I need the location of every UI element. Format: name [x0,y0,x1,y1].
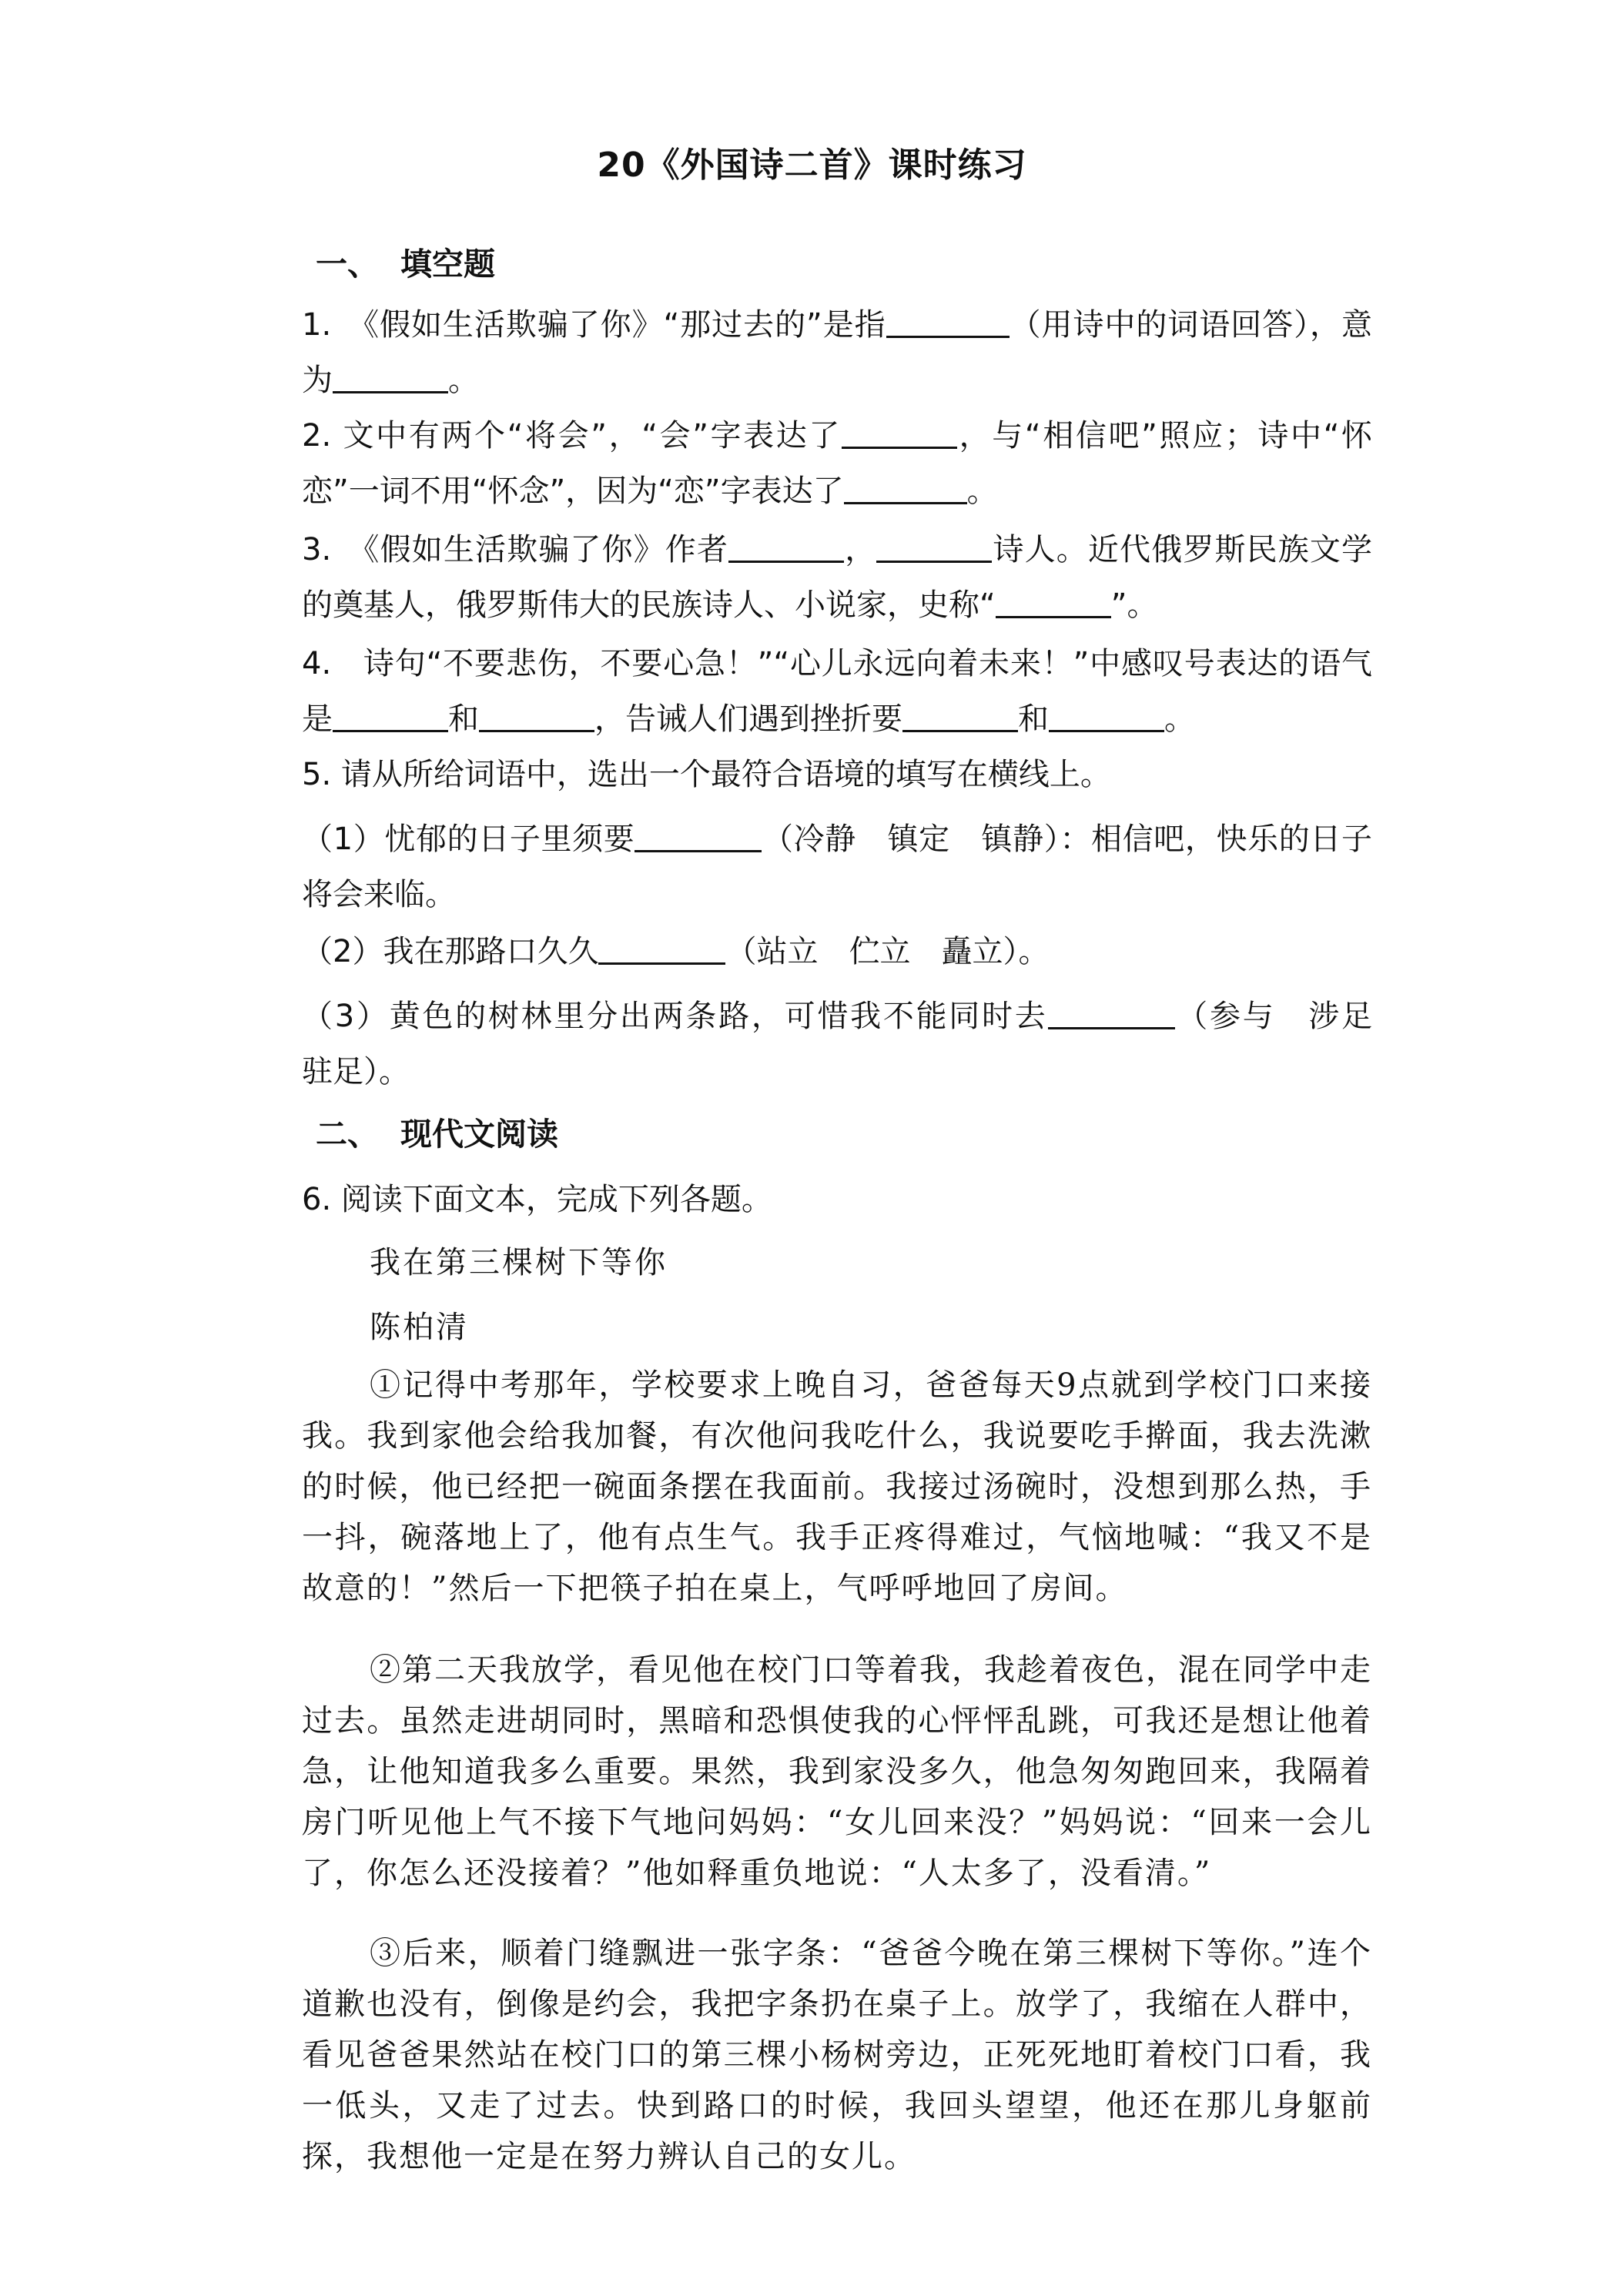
question-2 [302,408,1372,519]
answer-blank[interactable] [844,471,967,504]
q1-text-c: 。 [448,363,479,398]
section-label: 填空题 [400,246,495,283]
q3-text-a: 3. 《假如生活欺骗了你》作者 [302,532,729,567]
section-label: 现代文阅读 [400,1116,558,1153]
q4-text-c: ，告诫人们遇到挫折要 [594,701,902,737]
q5-3-text-b: （参与 涉足 驻足）。 [302,999,1404,1089]
q3-text-d: ”。 [1110,587,1158,623]
q1-text-b: （用诗中的词语回答），意为 [302,307,1373,398]
q3-text-c: 诗人。近代俄罗斯民族文学的奠基人，俄罗斯伟大的民族诗人、小说家，史称“ [302,532,1372,623]
question-5-3 [302,989,1404,1099]
answer-blank[interactable] [635,819,762,852]
section-heading-reading [316,1109,558,1154]
question-5 [302,747,1372,802]
answer-blank[interactable] [1048,996,1175,1029]
answer-blank[interactable] [1049,699,1164,732]
answer-blank[interactable] [876,530,992,563]
answer-blank[interactable] [479,699,594,732]
q5-3-text-a: （3）黄色的树林里分出两条路，可惜我不能同时去 [302,999,1048,1034]
answer-blank[interactable] [996,585,1111,618]
q5-2-text-a: （2）我在那路口久久 [302,934,599,969]
section-number: 二、 [316,1116,379,1153]
answer-blank[interactable] [728,530,844,563]
page-title: 20《外国诗二首》课时练习 [597,146,1027,185]
answer-blank[interactable] [598,932,725,965]
question-5-1 [302,812,1372,922]
passage-author: 陈柏清 [370,1310,469,1345]
answer-blank[interactable] [902,699,1018,732]
question-4 [302,636,1372,747]
q4-text-e: 。 [1164,701,1195,737]
question-5-2 [302,924,1372,979]
answer-blank[interactable] [886,305,1010,338]
q4-text-b: 和 [448,701,479,737]
q3-text-b: ， [844,532,877,567]
question-6 [302,1172,1372,1227]
q5-1-text-b: （冷静 镇定 镇静）：相信吧，快乐的日子将会来临。 [302,822,1373,912]
q6-text: 6. 阅读下面文本，完成下列各题。 [302,1182,772,1217]
question-3 [302,522,1372,633]
q4-text-d: 和 [1018,701,1049,737]
q2-text-c: 。 [966,474,998,509]
q2-text-a: 2. 文中有两个“将会”，“会”字表达了 [302,418,842,454]
question-1 [302,297,1372,408]
passage-paragraph-3: ③后来，顺着门缝飘进一张字条：“爸爸今晚在第三棵树下等你。”连个道歉也没有，倒像是约会，我把字条扔在桌子上。放学了，我缩在人群中，看见爸爸果然站在校门口的第三棵小杨树旁边，正死死地盯着校门口看，我一低头，又走了过去。快到路口的时候，我回头望望，他还在那儿身躯前探，我想他一定是在努力辨认自己的女儿。 [302,1936,1372,2174]
q4-text-a: 4. 诗句“不要悲伤，不要心急！”“心儿永远向着未来！”中感叹号表达的语气是 [302,646,1372,737]
answer-blank[interactable] [842,416,957,449]
q5-1-text-a: （1）忧郁的日子里须要 [302,822,635,857]
q1-text-a: 1. 《假如生活欺骗了你》“那过去的”是指 [302,307,886,343]
section-heading-fill-blank [316,239,495,284]
q5-2-text-b: （站立 伫立 矗立）。 [725,934,1050,969]
section-number: 一、 [316,246,379,283]
passage-paragraph-1: ①记得中考那年，学校要求上晚自习，爸爸每天9点就到学校门口来接我。我到家他会给我加餐，有次他问我吃什么，我说要吃手擀面，我去洗漱的时候，他已经把一碗面条摆在我面前。我接过汤碗时，没想到那么热，手一抖，碗落地上了，他有点生气。我手正疼得难过，气恼地喊：“我又不是故意的！”然后一下把筷子拍在桌上，气呼呼地回了房间。 [302,1367,1372,1606]
passage-paragraph-2: ②第二天我放学，看见他在校门口等着我，我趁着夜色，混在同学中走过去。虽然走进胡同时，黑暗和恐惧使我的心怦怦乱跳，可我还是想让他着急，让他知道我多么重要。果然，我到家没多久，他急匆匆跑回来，我隔着房门听见他上气不接下气地问妈妈：“女儿回来没？”妈妈说：“回来一会儿了，你怎么还没接着？”他如释重负地说：“人太多了，没看清。” [302,1652,1372,1891]
passage-title: 我在第三棵树下等你 [370,1245,668,1280]
q2-text-b: ，与“相信吧”照应；诗中“怀恋”一词不用“怀念”，因为“恋”字表达了 [302,418,1372,509]
answer-blank[interactable] [333,360,448,393]
answer-blank[interactable] [333,699,448,732]
q5-text: 5. 请从所给词语中，选出一个最符合语境的填写在横线上。 [302,757,1111,792]
